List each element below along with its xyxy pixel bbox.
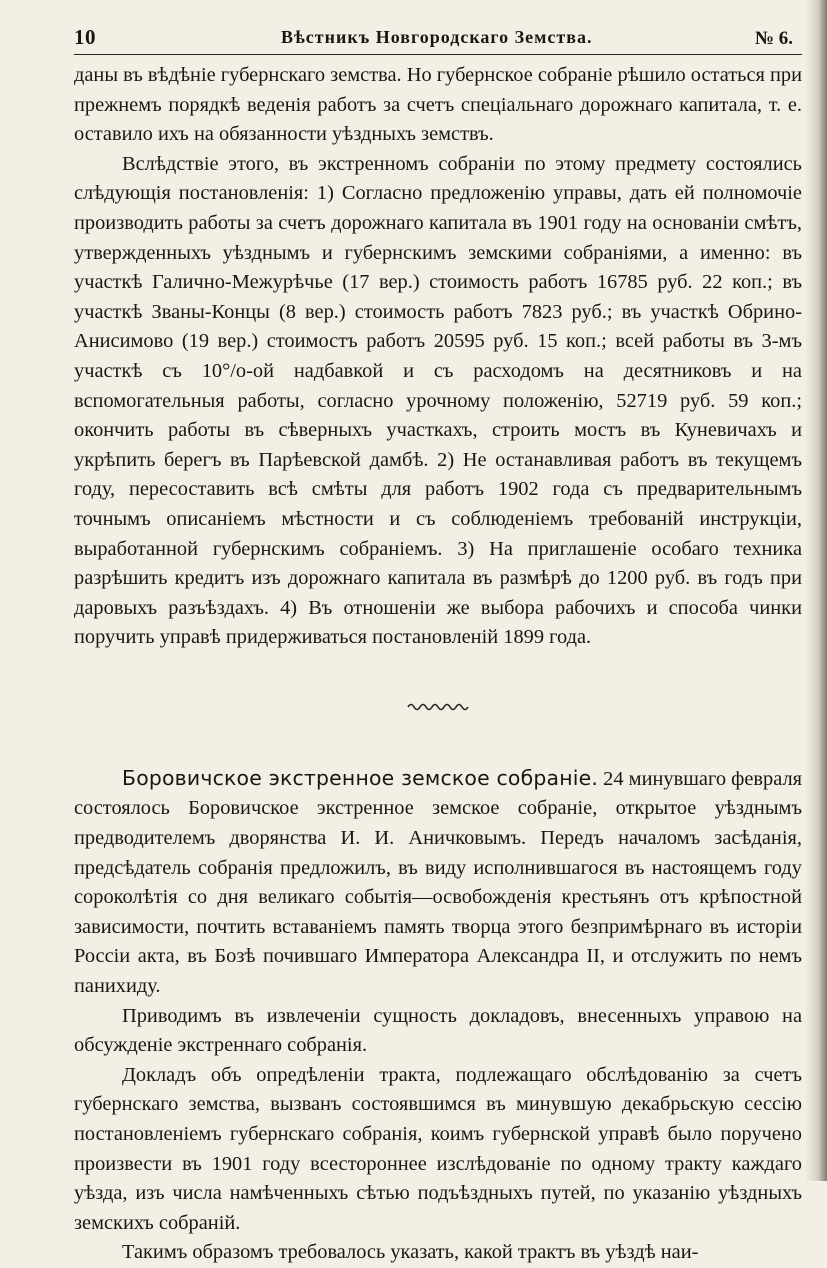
paragraph-sobranie-intro-text: 24 минувшаго февраля состоялось Боровичское экстренное земское собраніе, открытое уѣзднымъ предводителемъ дворянства И. И. Аничковымъ. Передъ началомъ засѣданія, предсѣдатель собранія предложилъ, въ виду исполнившагося въ настоящемъ году сороколѣтія со дня великаго событія—освобожденія крестьянъ отъ крѣпостной зависимости, почтить вставаніемъ память творца этого безпримѣрнаго въ исторіи Россіи акта, въ Бозѣ почившаго Императора Александра II, и отслужить по немъ панихиду. [74, 767, 803, 998]
paragraph-continuation: даны въ вѣдѣніе губернскаго земства. Но губернское собраніе рѣшило остаться при прежнемъ порядкѣ веденія работъ за счетъ спеціальнаго дорожнаго капитала, т. е. оставило ихъ на обязанности уѣздныхъ земствъ. [74, 64, 802, 146]
wavy-divider-icon [407, 701, 469, 713]
header-rule [74, 54, 802, 55]
section-lead-title: Боровичское экстренное земское собраніе. [122, 765, 599, 790]
paragraph-sobranie-intro [74, 764, 802, 1002]
section-borovichskoe-sobranie [74, 764, 802, 1268]
paragraph-doklad-trakt: Докладъ объ опредѣленіи тракта, подлежащаго обслѣдованію за счетъ губернскаго земства, вызванъ состоявшимся въ минувшую декабрьскую сессію постановленіемъ губернскаго собранія, коимъ губернской управѣ было поручено произвести въ 1901 году всестороннее изслѣдованіе по одному тракту каждаго уѣзда, изъ числа намѣченныхъ сѣтью подъѣздныхъ путей, по указанію уѣздныхъ земскихъ собраній. [74, 1063, 802, 1234]
running-title: Вѣстникъ Новгородскаго Земства. [281, 27, 593, 47]
paragraph-postanovleniya: Вслѣдствіе этого, въ экстренномъ собраніи по этому предмету состоялись слѣдующія постановленія: 1) Согласно предложенію управы, дать ей полномочіе производить работы за счетъ дорожнаго капитала въ 1901 году на основаніи смѣтъ, утвержденныхъ уѣзднымъ и губернскимъ земскими собраніями, а именно: въ участкѣ Галично-Межурѣчье (17 вер.) стоимость работъ 16785 руб. 22 коп.; въ участкѣ Званы-Концы (8 вер.) стоимость работъ 7823 руб.; въ участкѣ Обрино-Анисимово (19 вер.) стоимостъ работъ 20595 руб. 15 коп.; всей работы въ 3-мъ участкѣ съ 10°/о-ой надбавкой и съ расходомъ на десятниковъ и на вспомогательныя работы, согласно урочному положенію, 52719 руб. 59 коп.; окончить работы въ сѣверныхъ участкахъ, строить мостъ въ Куневичахъ и укрѣпить берегъ въ Парѣевской дамбѣ. 2) Не останавливая работъ въ текущемъ году, пересоставить всѣ смѣты для работъ 1902 года съ предварительнымъ точнымъ описаніемъ мѣстности и съ соблюденіемъ требованій инструкціи, выработанной губернскимъ собраніемъ. 3) На приглашеніе особаго техника разрѣшить кредитъ изъ дорожнаго капитала въ размѣрѣ до 1200 руб. въ годъ при даровыхъ разъѣздахъ. 4) Въ отношеніи же выбора рабочихъ и способа чинки поручить управѣ придерживаться постановленій 1899 года. [74, 152, 802, 649]
page-header [74, 24, 799, 50]
page-number: 10 [74, 25, 96, 49]
issue-number: № 6. [754, 28, 793, 49]
section-divider-ornament [74, 698, 802, 728]
section-dorozhny-kapital [74, 61, 802, 653]
paragraph-trebovalos: Такимъ образомъ требовалось указать, какой трактъ въ уѣздѣ наи- [122, 1241, 699, 1264]
paragraph-izvlechenie: Приводимъ въ извлеченіи сущность докладовъ, внесенныхъ управою на обсужденіе экстреннаго собранія. [74, 1004, 802, 1057]
